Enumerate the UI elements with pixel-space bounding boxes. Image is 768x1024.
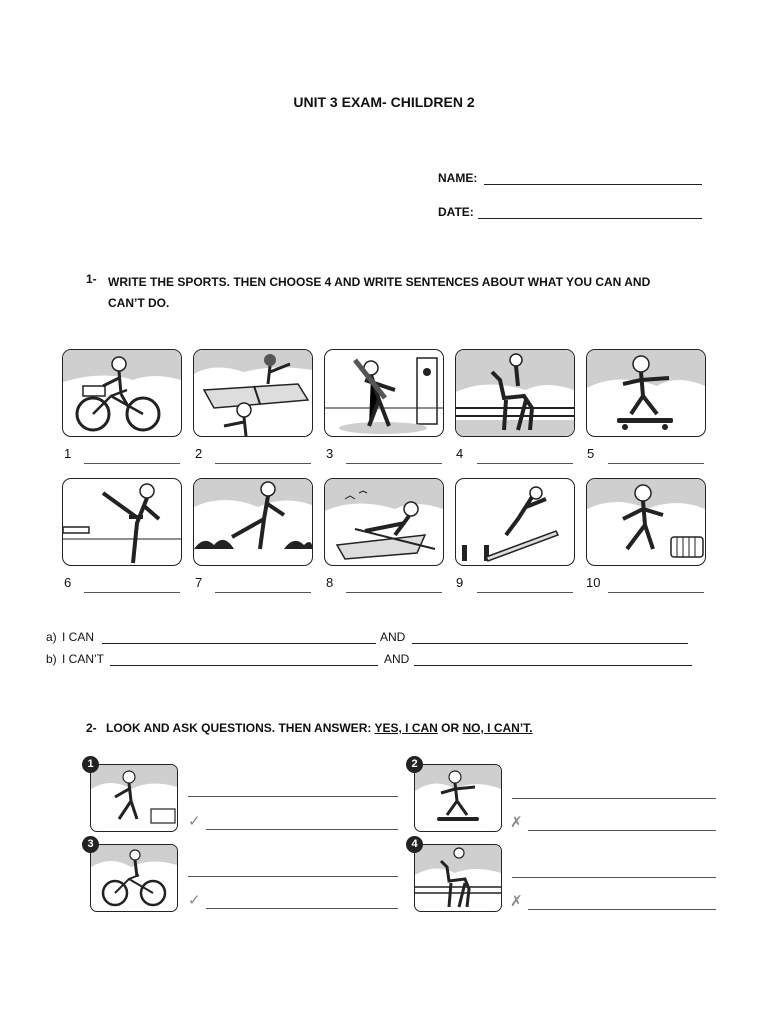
ice-skating-icon <box>194 479 312 565</box>
answer-line[interactable] <box>477 463 573 464</box>
question-2-badge: 2 <box>406 756 423 773</box>
sentence-b-marker: b) <box>46 652 57 666</box>
item-number: 9 <box>456 575 464 590</box>
diving-icon <box>456 479 574 565</box>
or-word: OR <box>437 721 463 735</box>
sentence-a-blank-1[interactable] <box>102 643 376 644</box>
picture-diving <box>455 478 575 566</box>
question-1-badge: 1 <box>82 756 99 773</box>
picture-ice-skating <box>193 478 313 566</box>
picture-table-tennis <box>193 349 313 437</box>
judo-icon <box>325 350 443 436</box>
sentence-a-blank-2[interactable] <box>412 643 688 644</box>
name-label: NAME: <box>438 171 478 185</box>
sentence-b-and: AND <box>384 652 410 666</box>
cycling-icon <box>63 350 181 436</box>
answer-yes: YES, I CAN <box>374 721 438 735</box>
answer-line[interactable] <box>346 463 442 464</box>
exercise-1-text-line1: WRITE THE SPORTS. THEN CHOOSE 4 AND WRITE SENTENCES ABOUT WHAT YOU CAN AND <box>108 275 651 289</box>
picture-roller-skating <box>586 478 706 566</box>
answer-line[interactable] <box>215 592 311 593</box>
answer-line[interactable] <box>84 592 180 593</box>
item-number: 7 <box>195 575 203 590</box>
table-tennis-icon <box>194 350 312 436</box>
skateboarding-icon <box>587 350 705 436</box>
item-number: 2 <box>195 446 203 461</box>
check-icon: ✓ <box>188 813 201 830</box>
item-number: 4 <box>456 446 464 461</box>
rowing-icon <box>325 479 443 565</box>
horse-riding-icon <box>456 350 574 436</box>
item-number: 1 <box>64 446 72 461</box>
item-number: 8 <box>326 575 334 590</box>
item-number: 3 <box>326 446 334 461</box>
item-number: 6 <box>64 575 72 590</box>
skateboarding-icon <box>415 765 501 831</box>
picture-cycling <box>62 349 182 437</box>
question-2-picture <box>414 764 502 832</box>
question-3-badge: 3 <box>82 836 99 853</box>
date-field[interactable] <box>478 218 702 219</box>
picture-karate <box>62 478 182 566</box>
sentence-a-and: AND <box>380 630 406 644</box>
picture-rowing <box>324 478 444 566</box>
sentence-b-blank-1[interactable] <box>110 665 378 666</box>
exercise-2-instruction <box>86 721 686 735</box>
horse-riding-icon <box>415 845 501 911</box>
item-number: 5 <box>587 446 595 461</box>
answer-line[interactable] <box>84 463 180 464</box>
question-4-picture <box>414 844 502 912</box>
exercise-1-text-line2: CAN’T DO. <box>108 296 170 310</box>
answer-line[interactable] <box>608 463 704 464</box>
cross-icon: ✗ <box>510 814 523 831</box>
picture-skateboarding <box>586 349 706 437</box>
date-label: DATE: <box>438 205 474 219</box>
question-4-badge: 4 <box>406 836 423 853</box>
check-icon: ✓ <box>188 892 201 909</box>
question-1-question-line[interactable] <box>188 796 398 797</box>
question-1-answer-line[interactable] <box>206 829 398 830</box>
question-2-answer-line[interactable] <box>528 830 716 831</box>
answer-line[interactable] <box>346 592 442 593</box>
cross-icon: ✗ <box>510 893 523 910</box>
name-field[interactable] <box>484 184 702 185</box>
question-1-picture <box>90 764 178 832</box>
answer-no: NO, I CAN’T. <box>462 721 533 735</box>
answer-line[interactable] <box>608 592 704 593</box>
cycling-icon <box>91 845 177 911</box>
question-4-answer-line[interactable] <box>528 909 716 910</box>
exercise-2-number: 2- <box>86 721 97 735</box>
sentence-a-prefix: I CAN <box>62 630 95 644</box>
picture-horse-riding <box>455 349 575 437</box>
answer-line[interactable] <box>477 592 573 593</box>
question-2-question-line[interactable] <box>512 798 716 799</box>
exercise-1-number: 1- <box>86 272 97 286</box>
question-3-question-line[interactable] <box>188 876 398 877</box>
question-4-question-line[interactable] <box>512 877 716 878</box>
picture-judo <box>324 349 444 437</box>
sentence-b-prefix: I CAN’T <box>62 652 104 666</box>
karate-icon <box>63 479 181 565</box>
exercise-2-text: LOOK AND ASK QUESTIONS. THEN ANSWER: <box>106 721 375 735</box>
exercise-1-instruction <box>86 272 706 316</box>
roller-skating-icon <box>587 479 705 565</box>
roller-skating-icon <box>91 765 177 831</box>
sentence-b-blank-2[interactable] <box>414 665 692 666</box>
page-title: UNIT 3 EXAM- CHILDREN 2 <box>293 94 475 110</box>
question-3-answer-line[interactable] <box>206 908 398 909</box>
item-number: 10 <box>586 575 601 590</box>
answer-line[interactable] <box>215 463 311 464</box>
sentence-a-marker: a) <box>46 630 57 644</box>
question-3-picture <box>90 844 178 912</box>
